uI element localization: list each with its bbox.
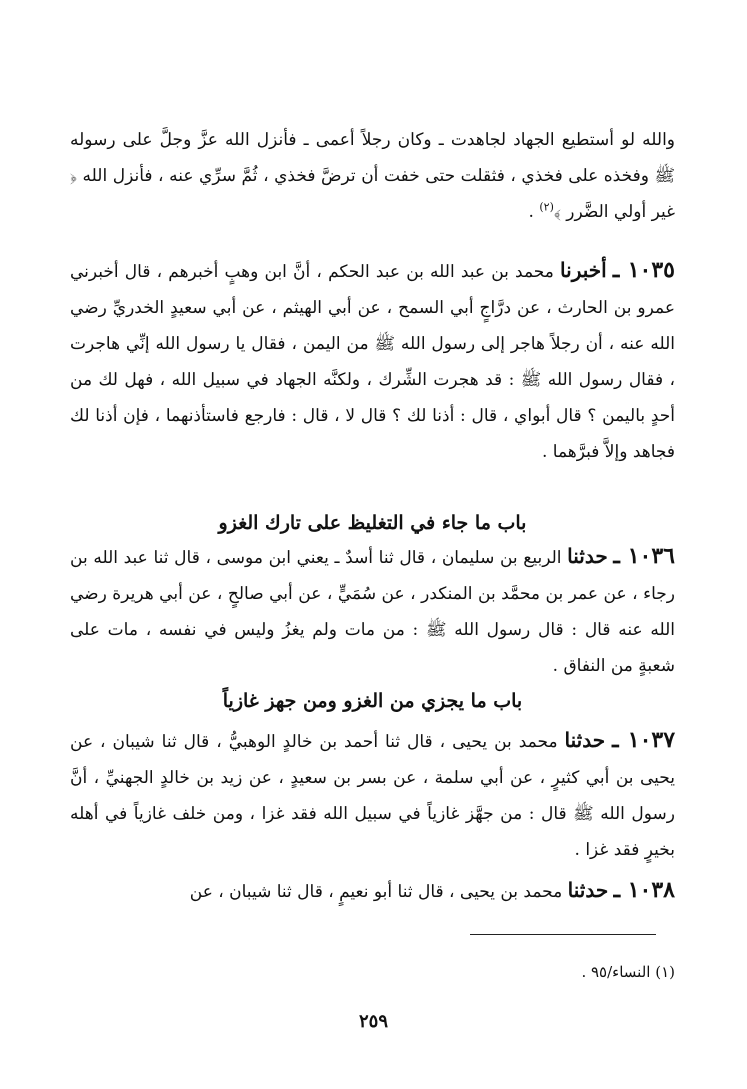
hadith-text: محمد بن عبد الله بن عبد الحكم ، أنَّ ابن وهبٍ أخبرهم ، قال أخبرني عمرو بن الحارث ، عن درَّاجٍ أبي السمح ، عن أبي الهيثم ، عن أبي سعيدٍ الخدريِّ رضي الله عنه ، أن رجلاً هاجر إلى رسول الله ﷺ من اليمن ، فقال يا رسول الله إنِّي هاجرت ، فقال رسول الله ﷺ : قد هجرت الشِّرك ، ولكنَّه الجهاد في سبيل الله ، فهل لك من أحدٍ باليمن ؟ قال أبواي ، قال : أذنا لك ؟ قال لا ، قال : فارجع فاستأذنهما ، فإن أذنا لك فجاهد وإلاَّ فبرَّهما . xyxy=(70,262,675,462)
hadith-1038 xyxy=(70,872,675,910)
hadith-number: ١٠٣٥ ـ xyxy=(612,257,675,283)
chapter-heading-1: باب ما جاء في التغليظ على تارك الغزو xyxy=(218,512,527,534)
hadith-number: ١٠٣٨ ـ xyxy=(613,877,675,903)
hadith-text: الربيع بن سليمان ، قال ثنا أسدٌ ـ يعني ابن موسى ، قال ثنا عبد الله بن رجاء ، عن عمر بن محمَّد بن المنكدر ، عن سُمَيٍّ ، عن أبي صالحٍ ، عن أبي هريرة رضي الله عنه قال : قال رسول الله ﷺ : من مات ولم يغزُ وليس في نفسه ، مات على شعبةٍ من النفاق . xyxy=(70,548,675,676)
footnote-ref: (٢) xyxy=(539,200,554,214)
transmission-keyword: حدثنا xyxy=(567,878,609,902)
chapter-heading-2: باب ما يجزي من الغزو ومن جهز غازياً xyxy=(222,690,523,712)
transmission-keyword: أخبرنا xyxy=(560,258,607,282)
footnote-divider xyxy=(470,934,656,935)
intro-end: . xyxy=(528,202,540,222)
intro-paragraph xyxy=(70,122,675,230)
hadith-1036 xyxy=(70,538,675,684)
hadith-text: محمد بن يحيى ، قال ثنا أبو نعيمٍ ، قال ثنا شيبان ، عن xyxy=(189,882,568,902)
hadith-1035 xyxy=(70,252,675,470)
transmission-keyword: حدثنا xyxy=(567,544,608,568)
hadith-number: ١٠٣٦ ـ xyxy=(613,543,675,569)
footnote: (١) النساء/٩٥ . xyxy=(581,963,675,981)
hadith-text: محمد بن يحيى ، قال ثنا أحمد بن خالدٍ الوهبيُّ ، قال ثنا شيبان ، عن يحيى بن أبي كثيرٍ ، عن أبي سلمة ، عن بسر بن سعيدٍ ، عن زيد بن خالدٍ الجهنيِّ ، أنَّ رسول الله ﷺ قال : من جهَّز غازياً في سبيل الله فقد غزا ، ومن خلف غازياً في أهله بخيرٍ فقد غزا . xyxy=(70,732,675,860)
hadith-1037 xyxy=(70,722,675,868)
hadith-number: ١٠٣٧ ـ xyxy=(612,727,676,753)
intro-text: والله لو أستطيع الجهاد لجاهدت ـ وكان رجلاً أعمى ـ فأنزل الله عزَّ وجلَّ على رسوله ﷺ وفخذه على فخذي ، فثقلت حتى خفت أن ترضَّ فخذي ، ثُمَّ سرِّي عنه ، فأنزل الله ﴿ غير أولي الضَّرر ﴾ xyxy=(70,130,675,222)
transmission-keyword: حدثنا xyxy=(564,728,606,752)
page-number: ٢٥٩ xyxy=(358,1011,388,1032)
